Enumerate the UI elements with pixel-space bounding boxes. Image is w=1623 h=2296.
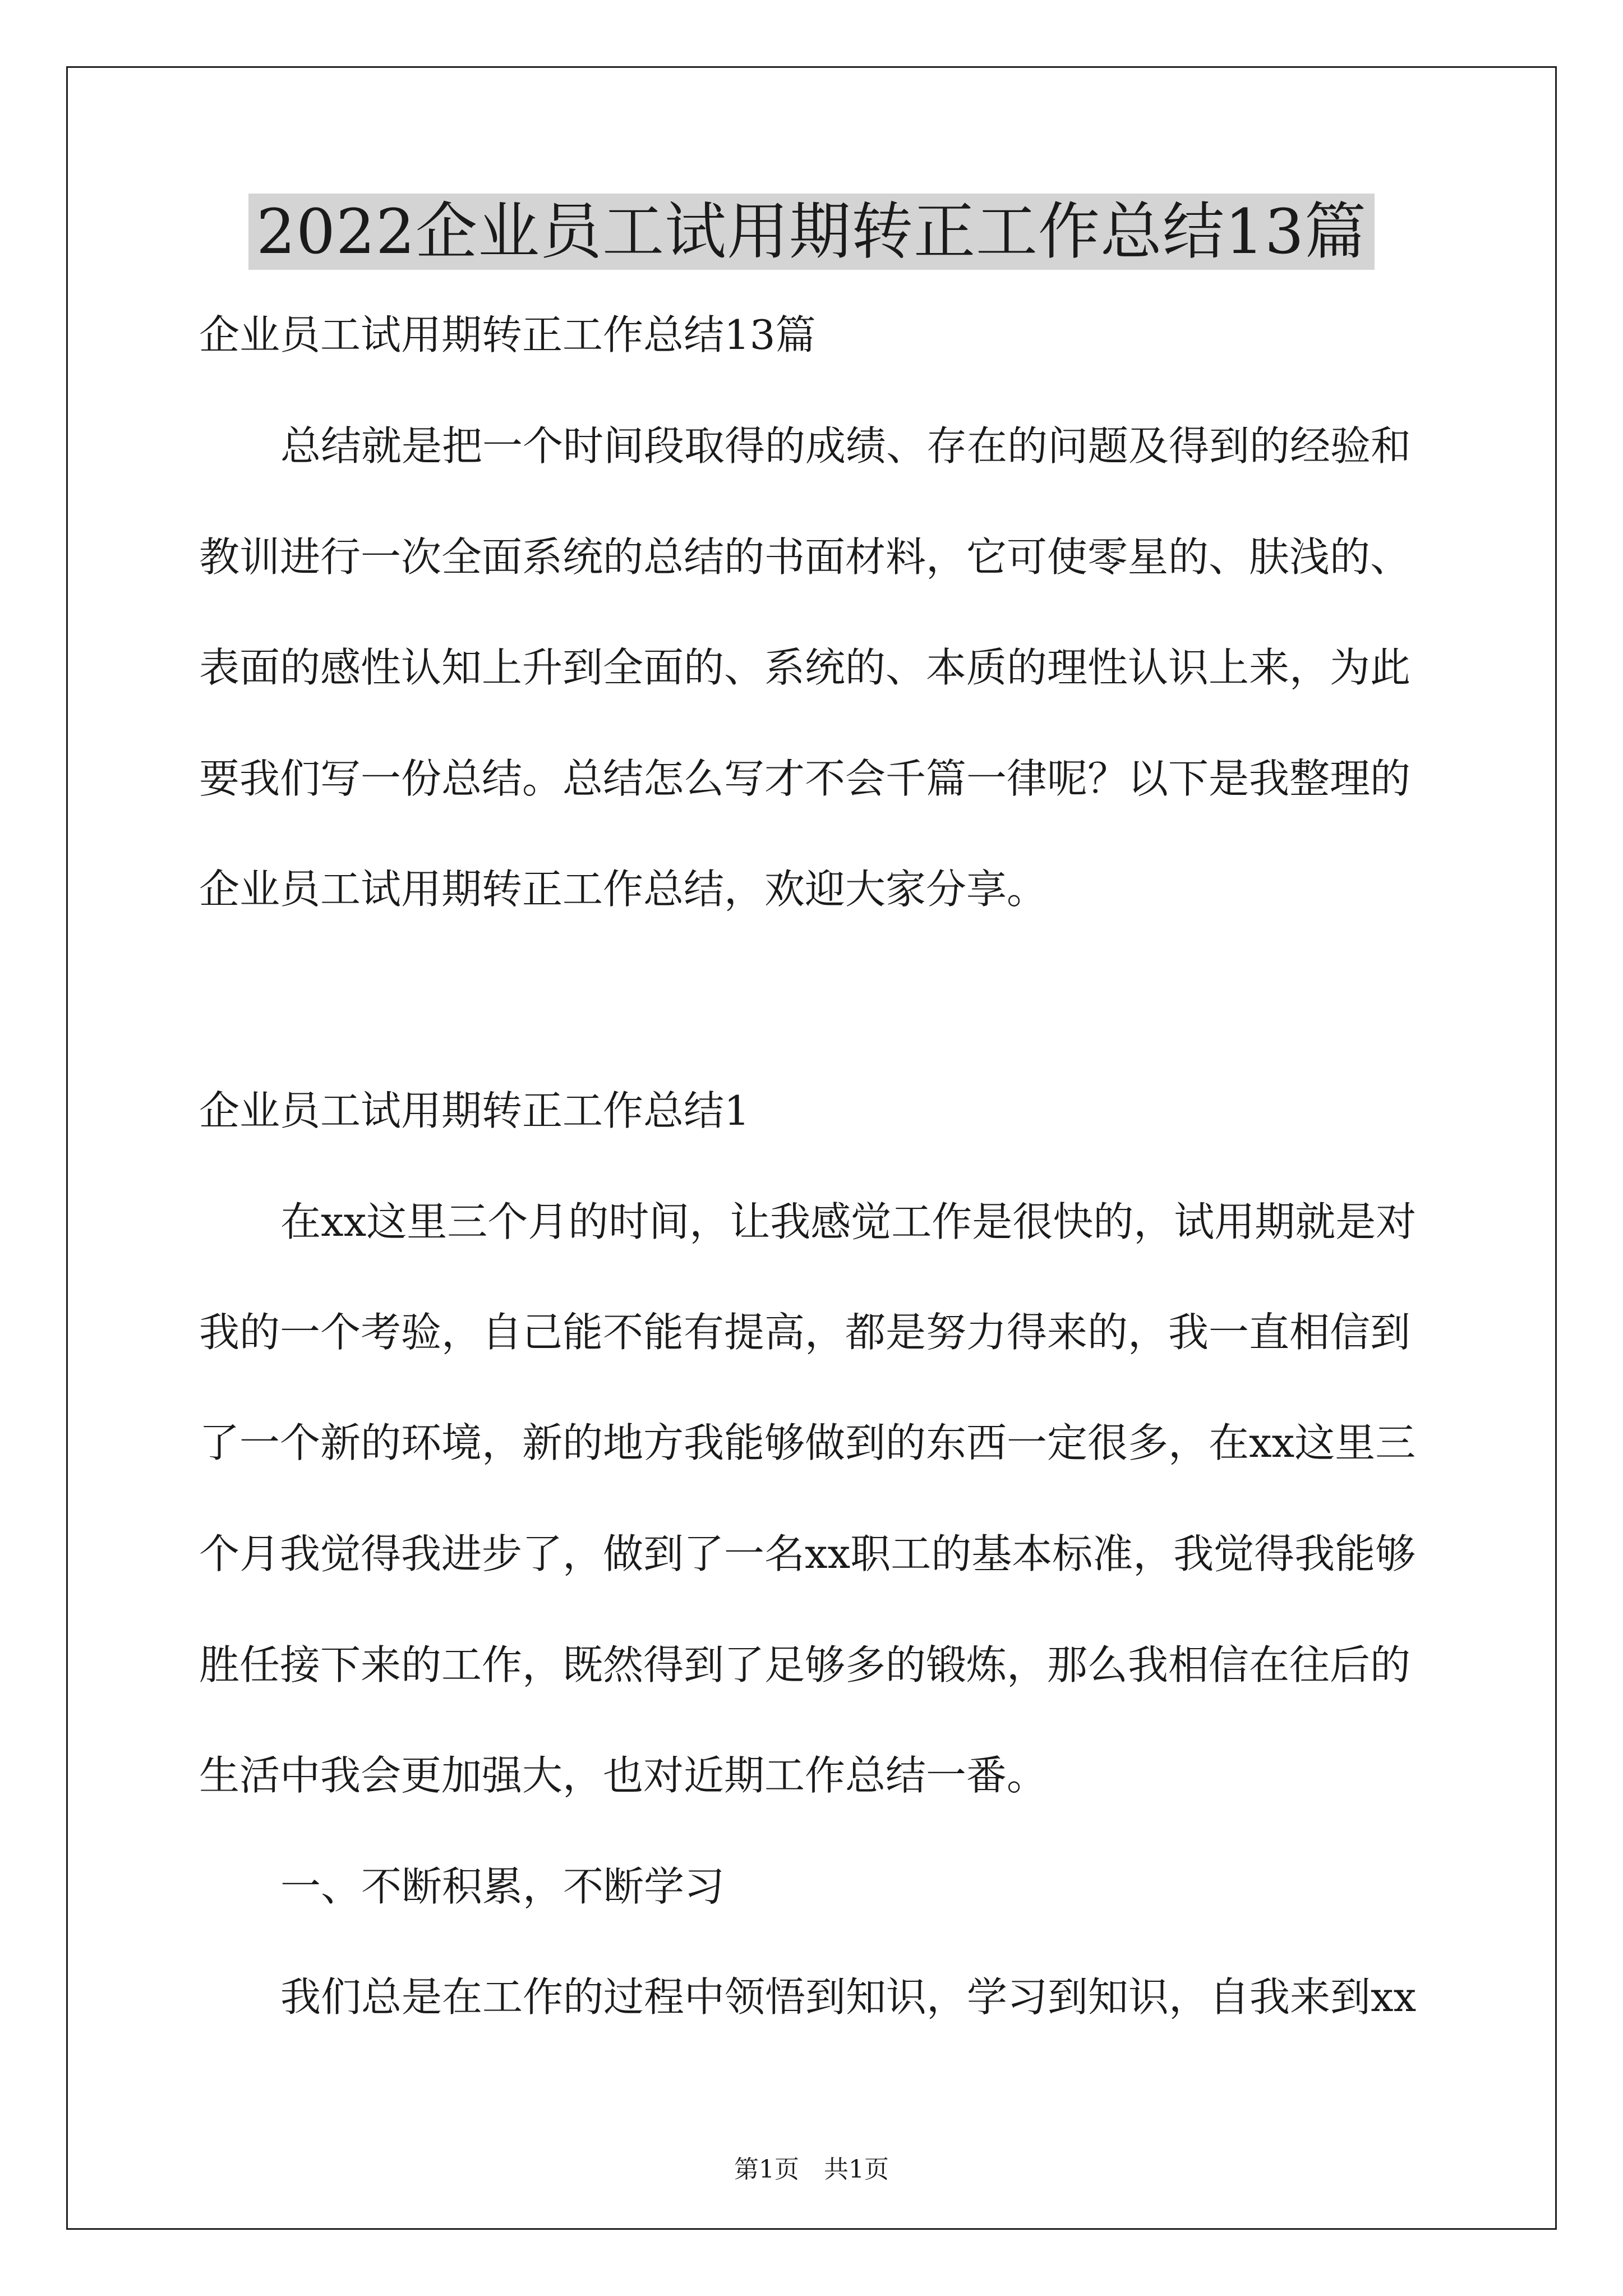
intro-line-5: 企业员工试用期转正工作总结，欢迎大家分享。 — [199, 866, 1048, 913]
document-title-text: 2022企业员工试用期转正工作总结13篇 — [248, 194, 1375, 270]
intro-line-1: 总结就是把一个时间段取得的成绩、存在的问题及得到的经验和 — [280, 422, 1412, 470]
point-heading: 一、不断积累，不断学习 — [280, 1863, 725, 1910]
page-footer: 第1页 共1页 — [734, 2155, 889, 2184]
section-line-6: 生活中我会更加强大，也对近期工作总结一番。 — [199, 1752, 1048, 1799]
section-line-2: 我的一个考验，自己能不能有提高，都是努力得来的，我一直相信到 — [199, 1309, 1411, 1356]
section-heading: 企业员工试用期转正工作总结1 — [199, 1087, 750, 1134]
intro-line-4: 要我们写一份总结。总结怎么写才不会千篇一律呢？以下是我整理的 — [199, 755, 1411, 802]
intro-line-3: 表面的感性认知上升到全面的、系统的、本质的理性认识上来，为此 — [199, 644, 1411, 691]
document-title — [0, 190, 1623, 274]
intro-line-2: 教训进行一次全面系统的总结的书面材料，它可使零星的、肤浅的、 — [199, 533, 1411, 581]
point-line-1: 我们总是在工作的过程中领悟到知识，学习到知识，自我来到xx — [280, 1973, 1417, 2021]
section-line-3: 了一个新的环境，新的地方我能够做到的东西一定很多，在xx这里三 — [199, 1419, 1416, 1466]
section-line-1: 在xx这里三个月的时间，让我感觉工作是很快的，试用期就是对 — [280, 1198, 1417, 1245]
section-line-4: 个月我觉得我进步了，做到了一名xx职工的基本标准，我觉得我能够 — [199, 1530, 1416, 1577]
section-line-5: 胜任接下来的工作，既然得到了足够多的锻炼，那么我相信在往后的 — [199, 1641, 1411, 1688]
document-subtitle: 企业员工试用期转正工作总结13篇 — [199, 311, 816, 358]
